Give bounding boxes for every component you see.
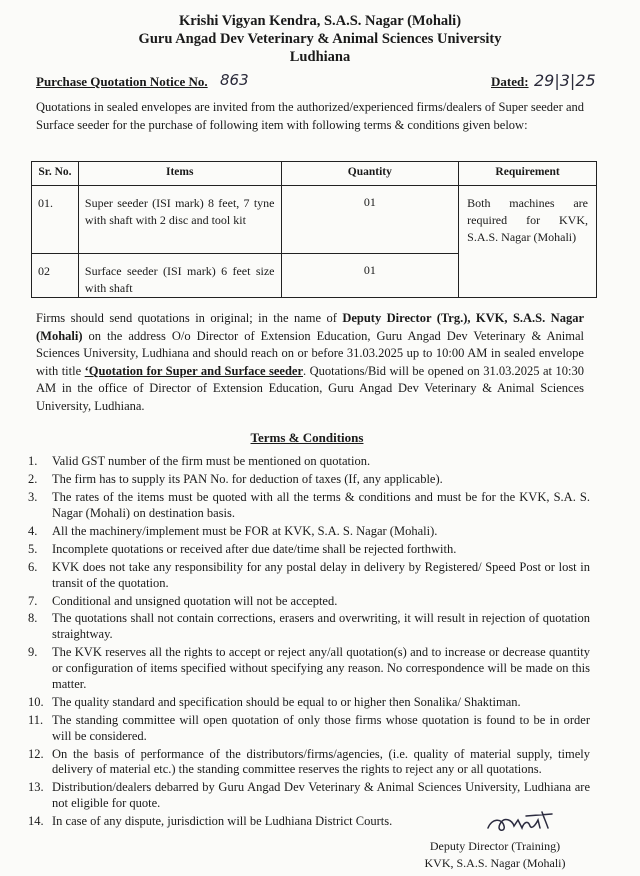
term-number: 12.	[28, 746, 44, 761]
para-text-2: on the address O/o Director of Extension Education, Guru Angad Dev Veterinary & Animal Sciences University, Ludhiana and should reach on or before 31.03.2025 up to 10:00 AM in sealed envelope with title	[36, 328, 584, 378]
submission-paragraph	[36, 310, 584, 416]
term-text: The quality standard and specification should be equal to or higher then Sonalika/ Shaktiman.	[52, 694, 521, 709]
term-item	[28, 594, 590, 610]
para-envelope-title: ‘Quotation for Super and Surface seeder	[84, 363, 303, 378]
row-requirement: Both machines are required for KVK, S.A.S. Nagar (Mohali)	[459, 186, 597, 254]
term-number: 14.	[28, 814, 44, 829]
term-number: 8.	[28, 611, 38, 626]
term-text: KVK does not take any responsibility for any postal delay in delivery by Registered/ Speed Post or lost in transit of the quotation.	[52, 559, 590, 590]
term-text: The standing committee will open quotation of only those firms whose quotation is found to be in order will be considered.	[52, 712, 590, 743]
table-header-row	[32, 162, 597, 186]
university-name: Guru Angad Dev Veterinary & Animal Sciences University	[138, 31, 502, 47]
term-number: 9.	[28, 645, 38, 660]
para-addressee: Deputy Director (Trg.), KVK, S.A.S. Nagar (Mohali)	[36, 311, 584, 343]
term-text: Distribution/dealers debarred by Guru Angad Dev Veterinary & Animal Sciences University, Ludhiana are not eligible for quote.	[52, 780, 590, 811]
term-text: The rates of the items must be quoted with all the terms & conditions and must be for the KVK, S.A. S. Nagar (Mohali) on destination basis.	[52, 489, 590, 520]
term-number: 3.	[28, 489, 38, 504]
term-text: Valid GST number of the firm must be mentioned on quotation.	[52, 454, 371, 468]
term-item	[28, 490, 590, 522]
row-quantity: 01	[281, 254, 459, 298]
term-number: 4.	[28, 523, 38, 538]
terms-title: Terms & Conditions	[250, 430, 364, 445]
row-sr-no: 01.	[32, 186, 79, 254]
term-number: 10.	[28, 694, 44, 709]
term-text: The firm has to supply its PAN No. for deduction of taxes (If, any applicable).	[52, 471, 443, 486]
para-text-3: . Quotations/Bid will be opened on 31.03.2025 at 10:30 AM in the office of Director of Extension Education, Guru Angad Dev Veterinary & Animal Sciences University, Ludhiana.	[36, 363, 584, 413]
term-item	[28, 472, 590, 488]
term-text: Conditional and unsigned quotation will not be accepted.	[52, 593, 338, 608]
dated-label: Dated:	[491, 74, 529, 89]
term-number: 11.	[28, 712, 44, 727]
header-sr-no: Sr. No.	[32, 162, 79, 186]
term-item	[28, 695, 590, 711]
row-quantity: 01	[281, 186, 459, 254]
term-text: Incomplete quotations or received after due date/time shall be rejected forthwith.	[52, 541, 457, 556]
term-item	[28, 454, 590, 470]
terms-list	[28, 454, 590, 832]
row-item: Super seeder (ISI mark) 8 feet, 7 tyne with shaft with 2 disc and tool kit	[78, 186, 281, 254]
table-row	[32, 254, 597, 298]
handwritten-signature	[482, 806, 562, 836]
term-item	[28, 747, 590, 779]
term-number: 13.	[28, 780, 44, 795]
row-sr-no: 02	[32, 254, 79, 298]
row-requirement-cont	[459, 254, 597, 298]
para-text-1: Firms should send quotations in original; in the name of	[36, 311, 343, 325]
term-number: 6.	[28, 559, 38, 574]
term-item	[28, 524, 590, 540]
header-quantity: Quantity	[281, 162, 459, 186]
term-item	[28, 611, 590, 643]
org-name: Krishi Vigyan Kendra, S.A.S. Nagar (Mohali)	[178, 13, 462, 29]
items-table	[31, 161, 597, 298]
notice-label: Purchase Quotation Notice No.	[36, 74, 208, 89]
term-item	[28, 713, 590, 745]
row-item: Surface seeder (ISI mark) 6 feet size with shaft	[78, 254, 281, 298]
term-number: 5.	[28, 541, 38, 556]
term-text: On the basis of performance of the distributors/firms/agencies, (i.e. quality of material supply, timely delivery of material etc.) the standing committee reserves the rights to reject any or all quotations.	[52, 746, 590, 777]
header-requirement: Requirement	[459, 162, 597, 186]
signatory-office: KVK, S.A.S. Nagar (Mohali)	[424, 856, 566, 870]
term-item	[28, 542, 590, 558]
city-name: Ludhiana	[289, 49, 351, 65]
dated-value: 29|3|25	[534, 71, 596, 90]
term-number: 1.	[28, 454, 38, 468]
signatory-title: Deputy Director (Training)	[429, 839, 561, 853]
table-row	[32, 186, 597, 254]
signatory-block	[400, 838, 590, 872]
notice-number: 863	[220, 71, 249, 89]
term-item	[28, 560, 590, 592]
term-text: All the machinery/implement must be FOR at KVK, S.A. S. Nagar (Mohali).	[52, 523, 438, 538]
term-text: In case of any dispute, jurisdiction will be Ludhiana District Courts.	[52, 814, 393, 829]
term-number: 7.	[28, 593, 38, 608]
term-text: The quotations shall not contain corrections, erasers and overwriting, it will result in rejection of quotation straightway.	[52, 611, 590, 642]
term-item	[28, 645, 590, 692]
intro-paragraph: Quotations in sealed envelopes are invited from the authorized/experienced firms/dealers of Super seeder and Surface seeder for the purchase of following item with following terms & conditions given below:	[36, 100, 584, 132]
header-items: Items	[78, 162, 281, 186]
notice-row	[36, 71, 606, 93]
term-number: 2.	[28, 471, 38, 486]
term-text: The KVK reserves all the rights to accept or reject any/all quotation(s) and to increase or decrease quantity or configuration of items specified without specifying any reason. No correspondence will be made on this matter.	[52, 645, 590, 691]
